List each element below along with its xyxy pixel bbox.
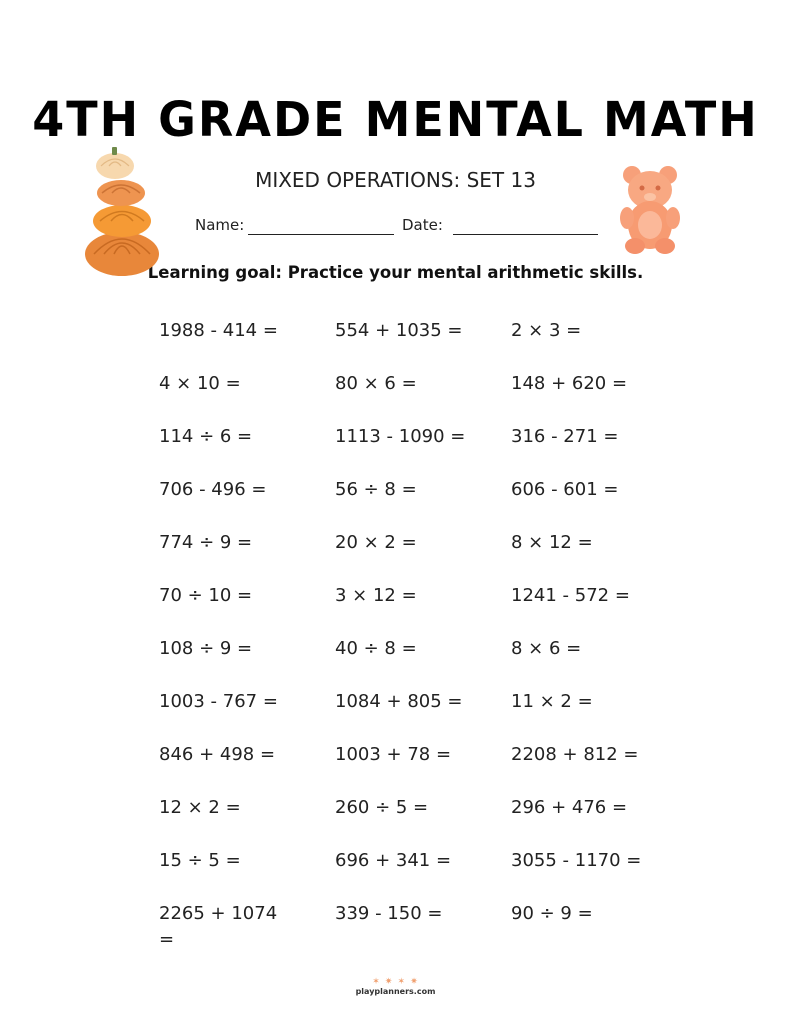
problem-item: 606 - 601 = bbox=[511, 479, 619, 500]
problem-item: 2208 + 812 = bbox=[511, 744, 639, 765]
problem-item: 4 × 10 = bbox=[159, 373, 241, 394]
problem-item: 108 ÷ 9 = bbox=[159, 638, 253, 659]
name-label: Name: bbox=[195, 216, 245, 234]
problem-item: 80 × 6 = bbox=[335, 373, 417, 394]
problem-item: 15 ÷ 5 = bbox=[159, 850, 241, 871]
problem-item: 296 + 476 = bbox=[511, 797, 628, 818]
problem-item: 1988 - 414 = bbox=[159, 320, 278, 341]
problem-item: 774 ÷ 9 = bbox=[159, 532, 253, 553]
problem-item: 70 ÷ 10 = bbox=[159, 585, 253, 606]
problem-item: 1003 + 78 = bbox=[335, 744, 452, 765]
problem-item: 40 ÷ 8 = bbox=[335, 638, 417, 659]
gummy-bear-icon bbox=[618, 163, 682, 255]
problem-item: 696 + 341 = bbox=[335, 850, 452, 871]
problem-item: 2 × 3 = bbox=[511, 320, 582, 341]
problem-item: 3055 - 1170 = bbox=[511, 850, 642, 871]
problem-item: 8 × 12 = bbox=[511, 532, 593, 553]
problem-item: 11 × 2 = bbox=[511, 691, 593, 712]
problem-item: 3 × 12 = bbox=[335, 585, 417, 606]
footer-url: playplanners.com bbox=[355, 987, 436, 996]
problem-item: 1003 - 767 = bbox=[159, 691, 278, 712]
problem-item: 8 × 6 = bbox=[511, 638, 582, 659]
problem-item: 2265 + 1074 = bbox=[159, 903, 278, 950]
date-label: Date: bbox=[402, 216, 443, 234]
problem-item: 260 ÷ 5 = bbox=[335, 797, 429, 818]
footer-brand bbox=[0, 977, 791, 996]
problem-item: 706 - 496 = bbox=[159, 479, 267, 500]
problem-item: 56 ÷ 8 = bbox=[335, 479, 417, 500]
problem-item: 316 - 271 = bbox=[511, 426, 619, 447]
problem-item: 114 ÷ 6 = bbox=[159, 426, 253, 447]
problem-item: 846 + 498 = bbox=[159, 744, 276, 765]
problem-item: 1241 - 572 = bbox=[511, 585, 630, 606]
problem-item: 20 × 2 = bbox=[335, 532, 417, 553]
problem-item: 148 + 620 = bbox=[511, 373, 628, 394]
date-field[interactable] bbox=[453, 234, 598, 235]
problem-item: 1084 + 805 = bbox=[335, 691, 463, 712]
learning-goal: Learning goal: Practice your mental arithmetic skills. bbox=[147, 263, 644, 282]
name-field[interactable] bbox=[248, 234, 394, 235]
worksheet-title: 4TH GRADE MENTAL MATH bbox=[32, 90, 759, 148]
sparkle-icon: ✶ ✷ ✶ ✷ bbox=[372, 977, 419, 987]
worksheet-subtitle: MIXED OPERATIONS: SET 13 bbox=[255, 168, 536, 192]
problem-item: 1113 - 1090 = bbox=[335, 426, 466, 447]
problem-item: 12 × 2 = bbox=[159, 797, 241, 818]
pumpkin-stack-icon bbox=[84, 144, 164, 279]
problem-item: 90 ÷ 9 = bbox=[511, 903, 593, 924]
problem-item: 339 - 150 = bbox=[335, 903, 443, 924]
problem-item: 554 + 1035 = bbox=[335, 320, 463, 341]
